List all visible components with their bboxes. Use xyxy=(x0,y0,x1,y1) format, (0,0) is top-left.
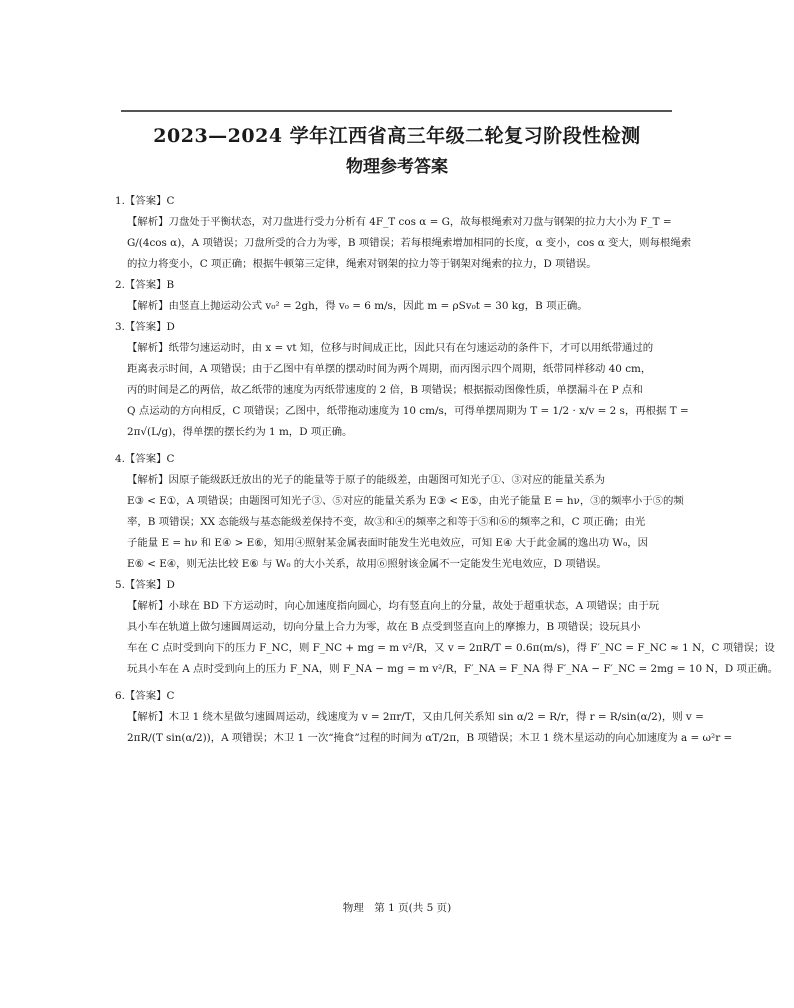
explanation-line: E③ < E①，A 项错误；由题图可知光子③、⑤对应的能量关系为 E③ < E⑤，由光子能量 E = hν，③的频率小于⑤的频 xyxy=(127,495,684,507)
explanation-line: 率，B 项错误；XX 态能级与基态能级差保持不变，故③和④的频率之和等于⑤和⑥的频率之和，C 项正确；由光 xyxy=(127,516,646,528)
explanation xyxy=(127,470,684,575)
answer-item xyxy=(115,191,692,275)
explanation-line: 【解析】小球在 BD 下方运动时，向心加速度指向圆心，均有竖直向上的分量，故处于超重状态，A 项错误；由于玩 xyxy=(127,600,660,612)
answer-label: 5.【答案】D xyxy=(115,579,175,591)
explanation-line: G/(4cos α)，A 项错误；刀盘所受的合力为零，B 项错误；若每根绳索增加相同的长度，α 变小，cos α 变大，则每根绳索 xyxy=(127,237,692,249)
explanation-line: 【解析】刀盘处于平衡状态，对刀盘进行受力分析有 4F_T cos α = G，故每根绳索对刀盘与钢架的拉力大小为 F_T = xyxy=(127,216,672,228)
answer-item xyxy=(115,317,689,443)
explanation-line: 车在 C 点时受到向下的压力 F_NC，则 F_NC + mg = m v²/R，又 v = 2πR/T = 0.6π(m/s)，得 F′_NC = F_NC ≈ 1 N，C 项错误；设 xyxy=(127,642,775,654)
explanation xyxy=(127,212,692,275)
explanation-line: 【解析】纸带匀速运动时，由 x = vt 知，位移与时间成正比，因此只有在匀速运动的条件下，才可以用纸带通过的 xyxy=(127,342,654,354)
explanation-line: 2πR/(T sin(α/2))，A 项错误；木卫 1 一次“掩食”过程的时间为 αT/2π，B 项错误；木卫 1 绕木星运动的向心加速度为 a = ω²r = xyxy=(127,732,733,744)
explanation-line: 【解析】木卫 1 绕木星做匀速圆周运动，线速度为 v = 2πr/T，又由几何关系知 sin α/2 = R/r，得 r = R/sin(α/2)，则 v = xyxy=(127,711,704,723)
answer-label: 4.【答案】C xyxy=(115,453,175,465)
answer-item xyxy=(115,449,684,575)
answer-label: 1.【答案】C xyxy=(115,195,175,207)
answer-item xyxy=(115,275,680,317)
explanation-line: 具小车在轨道上做匀速圆周运动，切向分量上合力为零，故在 B 点受到竖直向上的摩擦力，B 项错误；设玩具小 xyxy=(127,621,641,633)
explanation-line: E⑥ < E④，则无法比较 E⑥ 与 W₀ 的大小关系，故用⑥照射该金属不一定能发生光电效应，D 项错误。 xyxy=(127,558,607,570)
document-title: 2023—2024 学年江西省高三年级二轮复习阶段性检测 xyxy=(153,125,641,147)
explanation xyxy=(127,596,779,680)
answer-label: 3.【答案】D xyxy=(115,321,175,333)
explanation-line: Q 点运动的方向相反，C 项错误；乙图中，纸带拖动速度为 10 cm/s，可得单摆周期为 T = 1/2 · x/v = 2 s，再根据 T = xyxy=(127,405,689,417)
explanation-line: 的拉力将变小，C 项正确；根据牛顿第三定律，绳索对钢架的拉力等于钢架对绳索的拉力，D 项错误。 xyxy=(127,258,597,270)
document-subtitle: 物理参考答案 xyxy=(346,157,448,177)
answer-list xyxy=(115,191,779,749)
answer-label: 6.【答案】C xyxy=(115,690,175,702)
header-rule xyxy=(121,110,672,112)
explanation xyxy=(127,707,733,749)
answer-item xyxy=(115,575,779,680)
explanation-line: 玩具小车在 A 点时受到向上的压力 F_NA，则 F_NA − mg = m v²/R，F′_NA = F_NA 得 F′_NA − F′_NC = 2mg = 10 N，D 项正确。 xyxy=(127,663,779,675)
explanation xyxy=(127,296,680,317)
explanation-line: 子能量 E = hν 和 E④ > E⑥，知用④照射某金属表面时能发生光电效应，可知 E④ 大于此金属的逸出功 W₀，因 xyxy=(127,537,649,549)
explanation xyxy=(127,338,689,443)
explanation-line: 【解析】因原子能级跃迁放出的光子的能量等于原子的能级差，由题图可知光子①、③对应的能量关系为 xyxy=(127,474,605,486)
explanation-line: 【解析】由竖直上抛运动公式 v₀² = 2gh，得 v₀ = 6 m/s，因此 m = ρSv₀t = 30 kg，B 项正确。 xyxy=(127,300,588,312)
page-footer: 物理 第 1 页(共 5 页) xyxy=(342,902,452,914)
explanation-line: 丙的时间是乙的两倍，故乙纸带的速度为丙纸带速度的 2 倍，B 项错误；根据振动图像性质，单摆漏斗在 P 点和 xyxy=(127,384,643,396)
answer-label: 2.【答案】B xyxy=(115,279,175,291)
answer-item xyxy=(115,686,733,749)
explanation-line: 距离表示时间，A 项错误；由于乙图中有单摆的摆动时间为两个周期，而丙图示四个周期，纸带同样移动 40 cm， xyxy=(127,363,652,375)
explanation-line: 2π√(L/g)，得单摆的摆长约为 1 m，D 项正确。 xyxy=(127,426,353,438)
